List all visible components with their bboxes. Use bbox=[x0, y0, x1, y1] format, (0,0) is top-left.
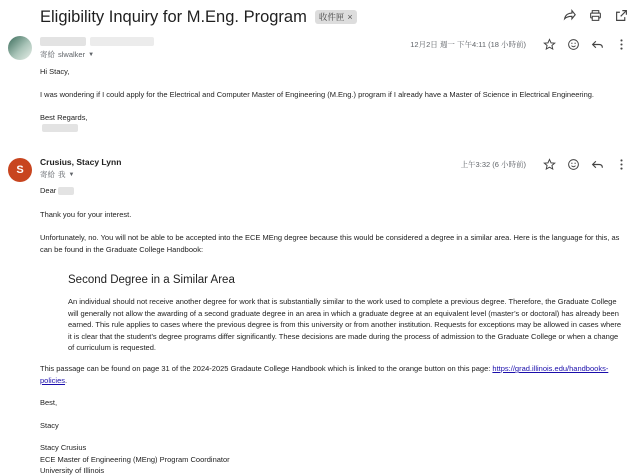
sender-avatar[interactable] bbox=[8, 36, 32, 60]
thread-actions bbox=[562, 8, 628, 22]
handbook-link[interactable]: https://grad.illinois.edu/handbooks-policies bbox=[40, 364, 609, 385]
star-icon[interactable] bbox=[542, 157, 556, 171]
signature-title: ECE Master of Engineering (MEng) Program Coordinator bbox=[40, 454, 230, 464]
email-subject: Eligibility Inquiry for M.Eng. Program bbox=[40, 7, 307, 26]
redacted-signature bbox=[42, 124, 78, 132]
emoji-icon[interactable] bbox=[566, 37, 580, 51]
subject-row bbox=[40, 6, 357, 28]
message2-greeting: Dear bbox=[40, 185, 626, 197]
signature-name: Stacy Crusius bbox=[40, 443, 87, 452]
redacted-sender-name bbox=[40, 37, 86, 46]
message1-closing: Best Regards, bbox=[40, 113, 88, 122]
passage-reference: This passage can be found on page 31 of the 2024-2025 Gradaute College Handbook which is linked to the orange button on this page: https://grad.illinois.edu/handbooks-policies. bbox=[40, 364, 609, 385]
message2-recipient[interactable]: 寄給 我 ▼ bbox=[40, 170, 75, 179]
more-vert-icon[interactable] bbox=[614, 37, 628, 51]
message2-sender: Crusius, Stacy Lynn bbox=[40, 157, 122, 167]
inbox-label-text: 收件匣 bbox=[318, 12, 345, 22]
inbox-label-chip[interactable] bbox=[315, 10, 357, 24]
signature-block bbox=[40, 442, 626, 475]
caret-down-icon[interactable]: ▼ bbox=[88, 51, 95, 58]
message1-body bbox=[40, 66, 626, 78]
message2-timestamp: 上午3:32 (6 小時前) bbox=[460, 159, 526, 169]
message1-timestamp: 12月2日 週一 下午4:11 (18 小時前) bbox=[410, 39, 526, 49]
caret-down-icon[interactable]: ▼ bbox=[68, 171, 75, 178]
emoji-icon[interactable] bbox=[566, 157, 580, 171]
star-icon[interactable] bbox=[542, 37, 556, 51]
signature-org: University of Illinois bbox=[40, 466, 105, 475]
message2-best: Best, bbox=[40, 398, 58, 407]
reply-icon[interactable] bbox=[590, 157, 604, 171]
message2-meta bbox=[461, 157, 628, 171]
print-icon[interactable] bbox=[588, 8, 602, 22]
sender-avatar[interactable]: S bbox=[8, 158, 32, 182]
quoted-section-title: Second Degree in a Similar Area bbox=[68, 274, 235, 286]
message1-paragraph: I was wondering if I could apply for the Electrical and Computer Master of Engineering (M.Eng.) program if I already have a Master of Science in Electrical Engineering. bbox=[40, 90, 595, 99]
message2-paragraph: Unfortunately, no. You will not be able to be accepted into the ECE MEng degree because this would be considered a degree in a similar area. Here is the language for this, as can be found in the Graduate College Handbook: bbox=[40, 233, 620, 254]
redacted-sender-email bbox=[90, 37, 154, 46]
forward-all-icon[interactable] bbox=[562, 8, 576, 22]
message2-signoff-name: Stacy bbox=[40, 421, 59, 430]
open-new-window-icon[interactable] bbox=[614, 8, 628, 22]
message1-meta bbox=[410, 37, 628, 51]
message1-sender bbox=[40, 37, 154, 46]
message2-thanks: Thank you for your interest. bbox=[40, 210, 132, 219]
redacted-recipient-name bbox=[58, 187, 74, 195]
remove-label-icon[interactable]: × bbox=[347, 12, 353, 22]
more-vert-icon[interactable] bbox=[614, 157, 628, 171]
message1-greeting: Hi Stacy, bbox=[40, 67, 70, 76]
message1-recipient[interactable]: 寄給 slwalker ▼ bbox=[40, 50, 95, 59]
quoted-section-body: An individual should not receive another degree for work that is substantially similar to the work used to complete a previous degree. Therefore, the Graduate College will generally not allow the awarding of a second graduate degree in an area in which a graduate degree at an equivalent level (master’s or doctoral) has already been earned. This rule applies to cases where the previous degree is from this university or from another institution. Requests for exceptions may be allowed in cases where it is clear that the student’s degree programs differ significantly. These decisions are made during the process of admission to the Graduate College or when a change of curriculum is requested. bbox=[68, 297, 622, 352]
reply-icon[interactable] bbox=[590, 37, 604, 51]
